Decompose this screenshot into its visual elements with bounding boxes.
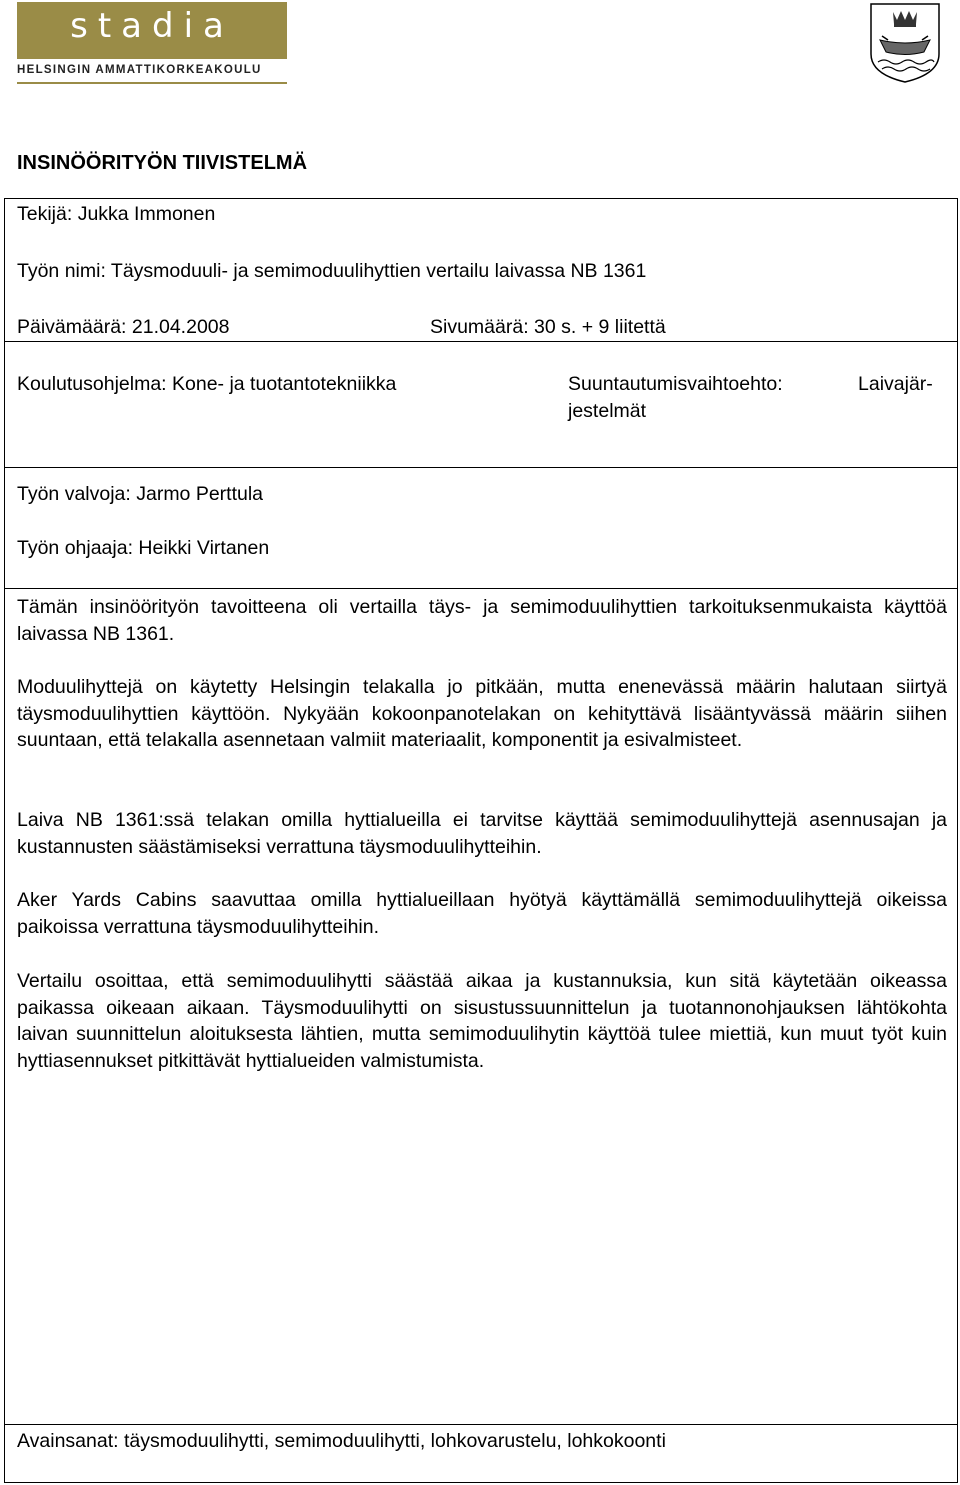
row-divider [4, 341, 958, 342]
logo-subtitle: HELSINGIN AMMATTIKORKEAKOULU [17, 64, 262, 76]
row-divider [4, 588, 958, 589]
date-line: Päivämäärä: 21.04.2008 [17, 316, 230, 338]
specialization-value-cont: jestelmät [568, 400, 647, 422]
abstract-paragraph: Moduulihyttejä on käytetty Helsingin telakalla jo pitkään, mutta enenevässä määrin halutaan siirtyä täysmoduulihyttien käyttöön. Nykyään kokoonpanotelakan on kehityttävä lisääntyvässä määrin siihen suuntaan, että telakalla asennetaan valmiit materiaalit, komponentit ja esivalmisteet. [17, 676, 947, 751]
row-divider [4, 467, 958, 468]
logo-wordmark: stadia [70, 6, 234, 46]
program-line: Koulutusohjelma: Kone- ja tuotantotekniikka [17, 373, 397, 395]
row-divider [4, 1424, 958, 1425]
abstract-paragraph: Laiva NB 1361:ssä telakan omilla hyttialueilla ei tarvitse käyttää semimoduulihyttejä asennusajan ja kustannusten säästämiseksi verrattuna täysmoduulihytteihin. [17, 809, 947, 858]
instructor-line: Työn ohjaaja: Heikki Virtanen [17, 537, 270, 559]
logo-underline [17, 82, 287, 84]
author-line: Tekijä: Jukka Immonen [17, 203, 216, 225]
abstract-paragraph: Aker Yards Cabins saavuttaa omilla hyttialueillaan hyötyä käyttämällä semimoduulihyttejä oikeissa paikoissa verrattuna täysmoduulihytteihin. [17, 889, 947, 938]
supervisor-line: Työn valvoja: Jarmo Perttula [17, 483, 264, 505]
document-title: INSINÖÖRITYÖN TIIVISTELMÄ [17, 152, 308, 174]
work-name-line: Työn nimi: Täysmoduuli- ja semimoduulihyttien vertailu laivassa NB 1361 [17, 260, 647, 282]
abstract-paragraph: Vertailu osoittaa, että semimoduulihytti säästää aikaa ja kustannuksia, kun sitä käytetään oikeassa paikassa oikeaan aikaan. Täysmoduulihytti on sisustussuunnittelun ja tuotannonohjauksen lähtökohta laivan suunnittelun aloituksesta lähtien, mutta semimoduulihytin käyttöä tulee miettiä, kun muut työt kuin hyttiasennukset pitkittävät hyttialueiden valmistumista. [17, 970, 947, 1072]
abstract-paragraph: Tämän insinöörityön tavoitteena oli vertailla täys- ja semimoduulihyttien tarkoituksenmukaista käyttöä laivassa NB 1361. [17, 596, 947, 645]
keywords-line: Avainsanat: täysmoduulihytti, semimoduulihytti, lohkovarustelu, lohkokoonti [17, 1430, 666, 1452]
pages-line: Sivumäärä: 30 s. + 9 liitettä [430, 316, 666, 338]
specialization-label: Suuntautumisvaihtoehto: [568, 373, 783, 395]
stadia-logo [17, 2, 287, 59]
specialization-value: Laivajär- [858, 373, 933, 395]
helsinki-crest-icon [868, 2, 942, 84]
